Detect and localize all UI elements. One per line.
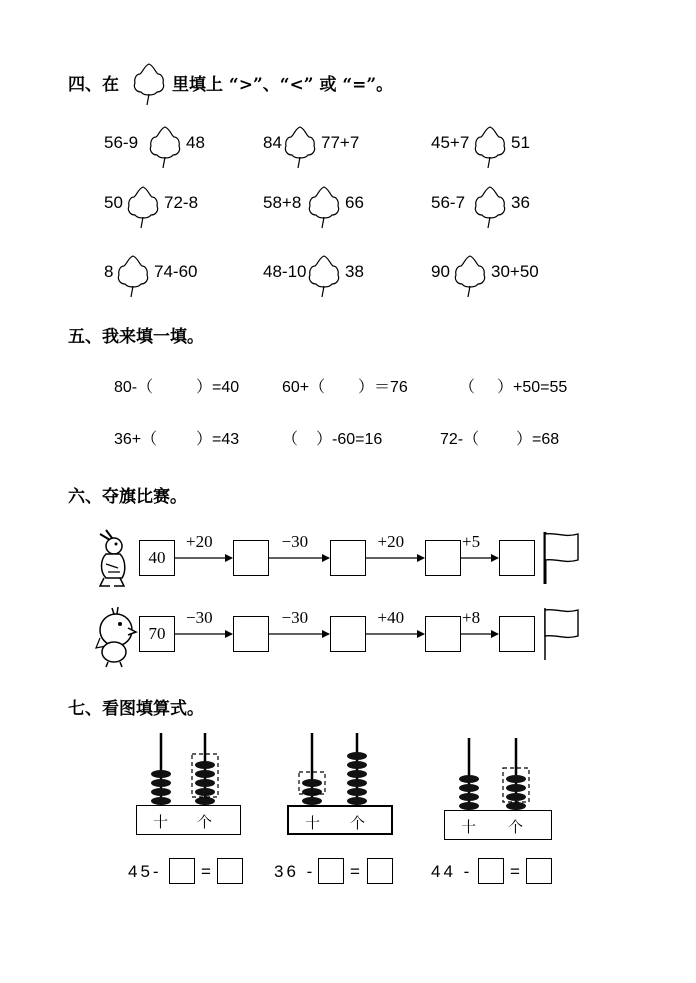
tens-bead (151, 779, 171, 787)
chick-icon (92, 604, 136, 668)
answer-box[interactable] (330, 616, 366, 652)
section-4-heading-prefix: 四、在 (68, 75, 119, 95)
compare-left: 90 (431, 262, 450, 281)
compare-right: 51 (511, 133, 530, 152)
rabbit-icon (92, 528, 134, 590)
ones-bead (506, 793, 526, 801)
equation-prefix: 45- (128, 862, 162, 881)
ones-bead (195, 761, 215, 769)
ones-bead (347, 779, 367, 787)
fill-part-b: ）=43 (196, 431, 240, 448)
operation-label: −30 (281, 608, 309, 627)
leaf-icon[interactable] (473, 125, 507, 171)
leaf-icon[interactable] (283, 125, 317, 171)
operation-label: +5 (462, 532, 481, 551)
equation-prefix: 44 - (431, 862, 473, 881)
compare-left: 84 (263, 133, 282, 152)
tens-bead (302, 788, 322, 796)
compare-right: 30+50 (491, 262, 539, 281)
fill-part-b: ）-60=16 (316, 431, 383, 448)
tens-bead (151, 788, 171, 796)
ones-label: 个 (350, 814, 366, 832)
compare-left: 56-9 (104, 133, 139, 152)
answer-box[interactable] (499, 616, 535, 652)
equals-sign: = (201, 862, 214, 881)
tens-bead (459, 802, 479, 810)
fill-part-a: 60+（ (282, 379, 326, 396)
ones-label: 个 (197, 813, 213, 831)
leaf-icon[interactable] (453, 254, 487, 300)
fill-part-b: ）+50=55 (497, 379, 568, 396)
start-value-box: 40 (139, 540, 175, 576)
tens-label: 十 (461, 818, 477, 836)
leaf-icon[interactable] (126, 185, 160, 231)
fill-part-a: 36+（ (114, 431, 158, 448)
ones-label: 个 (508, 818, 524, 836)
compare-left: 45+7 (431, 133, 470, 152)
arrow-icon (269, 553, 330, 563)
answer-box[interactable] (233, 616, 269, 652)
arrow-icon (366, 553, 425, 563)
answer-box[interactable] (425, 540, 461, 576)
start-value-box: 70 (139, 616, 175, 652)
flag-icon (542, 606, 584, 662)
abacus (126, 733, 251, 813)
compare-right: 72-8 (164, 193, 199, 212)
operation-label: −30 (186, 608, 213, 627)
tens-bead (459, 784, 479, 792)
answer-box[interactable] (233, 540, 269, 576)
tens-label: 十 (153, 813, 169, 831)
arrow-icon (461, 553, 499, 563)
arrow-icon (175, 553, 233, 563)
result-box[interactable] (367, 858, 393, 884)
abacus-frame (444, 810, 552, 840)
subtrahend-box[interactable] (169, 858, 195, 884)
equation-prefix: 36 - (274, 862, 316, 881)
section-6-heading: 六、夺旗比赛。 (68, 487, 187, 507)
compare-left: 50 (104, 193, 123, 212)
arrow-icon (366, 629, 425, 639)
operation-label: +20 (186, 532, 213, 551)
section-7-heading: 七、看图填算式。 (68, 699, 204, 719)
abacus-frame (136, 805, 241, 835)
result-box[interactable] (526, 858, 552, 884)
leaf-icon[interactable] (116, 254, 150, 300)
fill-part-a: 80-（ (114, 379, 154, 396)
abacus (277, 733, 403, 813)
fill-part-a: 72-（ (440, 431, 480, 448)
fill-part-b: ）＝76 (358, 379, 408, 396)
compare-left: 8 (104, 262, 114, 281)
tens-bead (302, 797, 322, 805)
compare-left: 48-10 (263, 262, 307, 281)
fill-part-b: ）=68 (516, 431, 560, 448)
tens-label: 十 (305, 814, 321, 832)
answer-box[interactable] (499, 540, 535, 576)
leaf-icon[interactable] (148, 125, 182, 171)
fill-part-a: （ (459, 379, 476, 396)
result-box[interactable] (217, 858, 243, 884)
compare-left: 56-7 (431, 193, 466, 212)
operation-label: +20 (377, 532, 405, 551)
equals-sign: = (350, 862, 363, 881)
subtrahend-box[interactable] (318, 858, 344, 884)
ones-bead (347, 797, 367, 805)
fill-part-a: （ (282, 431, 299, 448)
fill-part-b: ）=40 (196, 379, 240, 396)
ones-bead (506, 802, 526, 810)
operation-label: +40 (377, 608, 405, 627)
leaf-icon[interactable] (473, 185, 507, 231)
tens-bead (151, 797, 171, 805)
compare-right: 74-60 (154, 262, 198, 281)
subtrahend-box[interactable] (478, 858, 504, 884)
ones-bead (506, 784, 526, 792)
abacus-frame (287, 805, 393, 835)
arrow-icon (175, 629, 233, 639)
ones-bead (506, 775, 526, 783)
tens-bead (459, 775, 479, 783)
compare-right: 36 (511, 193, 530, 212)
ones-bead (347, 761, 367, 769)
ones-bead (195, 770, 215, 778)
leaf-icon (132, 62, 166, 108)
tens-bead (302, 779, 322, 787)
ones-bead (195, 779, 215, 787)
tens-bead (459, 793, 479, 801)
abacus (434, 738, 562, 818)
compare-right: 48 (186, 133, 205, 152)
flag-icon (542, 530, 584, 586)
ones-bead (347, 770, 367, 778)
compare-left: 58+8 (263, 193, 302, 212)
ones-bead (195, 788, 215, 796)
compare-right: 38 (345, 262, 364, 281)
equals-sign: = (510, 862, 523, 881)
arrow-icon (461, 629, 499, 639)
compare-right: 77+7 (321, 133, 360, 152)
leaf-icon[interactable] (307, 185, 341, 231)
ones-bead (347, 752, 367, 760)
tens-bead (151, 770, 171, 778)
compare-right: 66 (345, 193, 364, 212)
answer-box[interactable] (425, 616, 461, 652)
ones-bead (195, 797, 215, 805)
ones-bead (347, 788, 367, 796)
section-4-heading-suffix: 里填上 “>”、“<” 或 “=”。 (172, 75, 394, 95)
arrow-icon (269, 629, 330, 639)
leaf-icon[interactable] (307, 254, 341, 300)
operation-label: −30 (281, 532, 309, 551)
operation-label: +8 (462, 608, 481, 627)
section-5-heading: 五、我来填一填。 (68, 327, 204, 347)
answer-box[interactable] (330, 540, 366, 576)
